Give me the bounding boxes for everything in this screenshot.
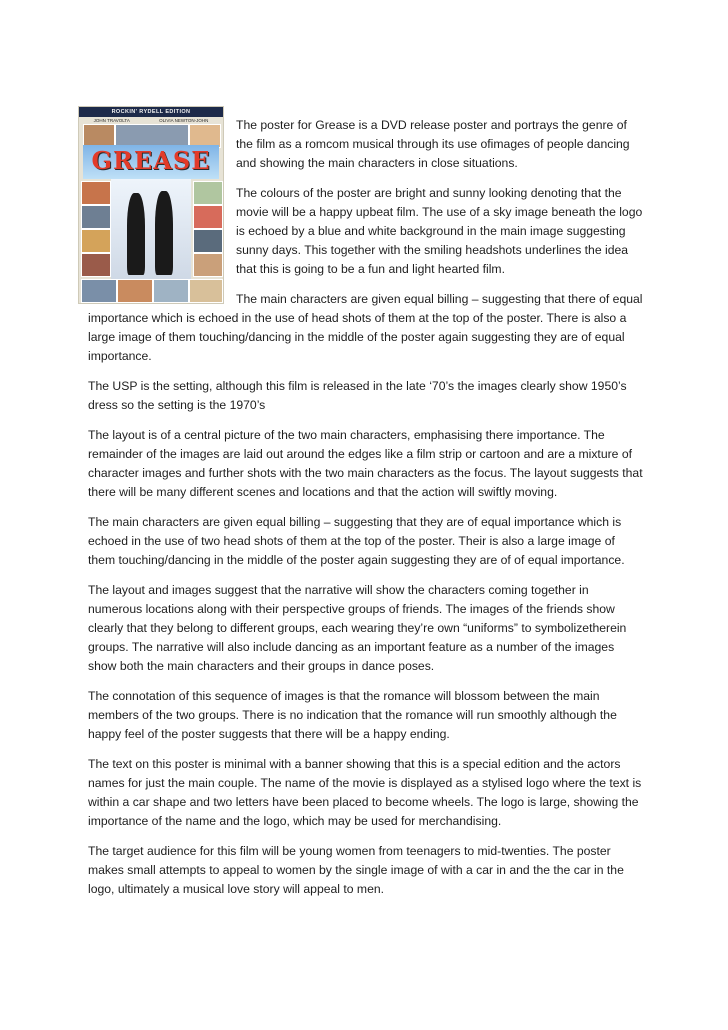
poster-actor-left: JOHN TRAVOLTA bbox=[93, 118, 130, 123]
paragraph-6: The main characters are given equal billing – suggesting that they are of equal importance which is echoed in the use of two head shots of them at the top of the poster. Their is also a large image of them touching/dancing in the middle of the poster again suggesting they are of of equal importance. bbox=[88, 515, 625, 567]
poster-thumb bbox=[81, 181, 111, 205]
document-body bbox=[88, 109, 644, 910]
poster-logo: GREASE bbox=[91, 146, 211, 175]
poster-thumb bbox=[81, 279, 117, 303]
poster-banner: ROCKIN' RYDELL EDITION bbox=[79, 107, 223, 117]
paragraph-3: The main characters are given equal billing – suggesting that there of equal importance which is echoed in the use of head shots of them at the top of the poster. There is also a large image of them touching/dancing in the middle of the poster again suggesting they are of equal importance. bbox=[88, 292, 643, 363]
paragraph-10: The target audience for this film will be young women from teenagers to mid-twenties. The poster makes small attempts to appeal to women by the single image of with a car in and the the car in the logo, ultimately a musical love story will appeal to men. bbox=[88, 844, 624, 896]
poster-thumb bbox=[153, 279, 189, 303]
poster-actor-right: OLIVIA NEWTON-JOHN bbox=[159, 118, 209, 123]
poster-thumb bbox=[81, 253, 111, 277]
poster-thumb bbox=[193, 253, 223, 277]
poster-dancer-left bbox=[127, 193, 145, 275]
paragraph-2: The colours of the poster are bright and sunny looking denoting that the movie will be a happy upbeat film. The use of a sky image beneath the logo is echoed by a blue and white background in the main image suggesting sunny days. This together with the smiling headshots underlines the idea that this is going to be a fun and light hearted film. bbox=[236, 186, 643, 276]
poster-thumb bbox=[81, 205, 111, 229]
paragraph-4: The USP is the setting, although this film is released in the late ‘70’s the images clearly show 1950’s dress so the setting is the 1970’s bbox=[88, 379, 627, 412]
poster-cast-names bbox=[79, 117, 223, 124]
poster-thumb bbox=[193, 229, 223, 253]
paragraph-5: The layout is of a central picture of the two main characters, emphasising there importance. The remainder of the images are laid out around the edges like a film strip or cartoon and are a mixture of character images and further shots with the two main characters as the focus. The layout suggests that there will be many different scenes and locations and that the action will swiftly moving. bbox=[88, 428, 643, 499]
poster-thumb bbox=[117, 279, 153, 303]
poster-thumb bbox=[193, 181, 223, 205]
paragraph-9: The text on this poster is minimal with a banner showing that this is a special edition and the actors names for just the main couple. The name of the movie is displayed as a stylised logo where the text is within a car shape and two letters have been placed to become wheels. The logo is large, showing the importance of the name and the logo, which may be used for merchandising. bbox=[88, 757, 642, 828]
poster-logo-area bbox=[83, 145, 219, 179]
paragraph-7: The layout and images suggest that the narrative will show the characters coming together in numerous locations along with their perspective groups of friends. The images of the friends show clearly that they belong to different groups, each wearing they’re own “uniforms” to symbolizetherein groups. The narrative will also include dancing as an important feature as a number of the images show both the main characters and their groups in dance poses. bbox=[88, 583, 627, 673]
paragraph-8: The connotation of this sequence of images is that the romance will blossom between the main members of the two groups. There is no indication that the romance will run smoothly although the happy feel of the poster suggests that there will be a happy ending. bbox=[88, 689, 617, 741]
poster-thumb bbox=[189, 279, 223, 303]
poster-dancer-right bbox=[155, 191, 173, 275]
poster-thumb bbox=[81, 229, 111, 253]
paragraph-1: The poster for Grease is a DVD release poster and portrays the genre of the film as a romcom musical through its use ofimages of people dancing and showing the main characters in close situations. bbox=[236, 118, 630, 170]
grease-poster-image bbox=[78, 106, 224, 304]
poster-thumb bbox=[193, 205, 223, 229]
poster-main-image bbox=[111, 179, 191, 279]
